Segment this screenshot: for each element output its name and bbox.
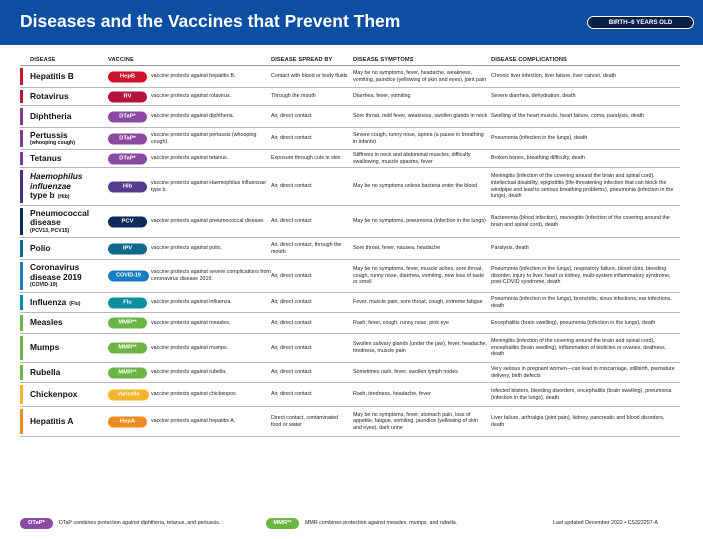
spread-cell-text: Air, direct contact [271,344,312,351]
disease-name-cell [30,407,110,436]
disease-name: Polio [30,242,51,253]
vaccine-description-text: vaccine protects against tetanus. [151,155,229,162]
symptoms-cell-text: Sometimes rash, fever, swollen lymph nodes [353,369,458,376]
disease-name-cell [30,106,110,127]
row-color-bar [20,68,23,85]
complications-cell [491,363,677,382]
disease-name-cell [30,383,110,406]
vaccine-description [151,407,271,436]
vaccine-description [151,168,271,205]
column-header-spread: DISEASE SPREAD BY [271,57,333,63]
disease-name-line2: type b [30,190,55,201]
row-color-bar [20,130,23,147]
complications-cell-text: Liver failure, arthralgia (joint pain), kidney, pancreatic and blood disorders, death [491,414,665,428]
symptoms-cell [353,313,488,333]
vaccine-pill: IPV [108,243,147,254]
disease-name-cell [30,168,110,205]
disease-name-cell [30,150,110,167]
disease-name: Hepatitis A [30,415,74,426]
table-row [20,238,680,260]
disease-subtitle: (COVID-19) [30,282,58,289]
table-row [20,128,680,150]
spread-cell-text: Air, direct contact [271,218,312,225]
vaccine-description [151,128,271,149]
table-row [20,88,680,106]
vaccine-pill: HepA [108,416,147,427]
complications-cell [491,206,677,237]
vaccine-pill: COVID-19 [108,271,149,282]
vaccine-pill: Hib [108,181,147,192]
complications-cell-text: Meningitis (infection of the covering around the brain and spinal cord), intellectual disability, epiglottitis (life-threatening infection that can block the windpipe and lead to serious breathing problems), pneumonia (infection in the lungs), death [491,173,674,200]
symptoms-cell [353,66,488,87]
vaccine-description [151,238,271,259]
symptoms-cell-text: Fever, muscle pain, sore throat, cough, extreme fatigue [353,299,483,306]
complications-cell [491,128,677,149]
disease-name [30,298,110,308]
symptoms-cell [353,168,488,205]
vaccine-pill: MMR** [108,343,147,354]
spread-cell-text: Contact with blood or body fluids [271,73,348,80]
spread-cell-text: Air, direct contact [271,369,312,376]
disease-subtitle: (PCV13, PCV15) [30,227,70,234]
vaccine-pill: HepB [108,71,147,82]
row-color-bar [20,315,23,331]
table-row [20,66,680,88]
spread-cell [271,334,349,362]
complications-cell [491,260,677,292]
vaccine-description [151,66,271,87]
footer-dtap-pill: DTaP* [20,518,53,529]
spread-cell [271,313,349,333]
spread-cell-text: Air, direct contact [271,319,312,326]
vaccine-description [151,260,271,292]
symptoms-cell [353,88,488,105]
table-row [20,293,680,313]
complications-cell-text: Encephalitis (brain swelling), pneumonia (infection in the lungs), death [491,319,656,326]
symptoms-cell [353,128,488,149]
symptoms-cell-text: Diarrhea, fever, vomiting [353,93,411,100]
complications-cell-text: Meningitis (infection of the covering around the brain and spinal cord), encephalitis (brain swelling), inflammation of testicles or ovaries, deafness, death [491,338,667,358]
spread-cell-text: Air, direct contact [271,272,312,279]
vaccine-description [151,383,271,406]
complications-cell-text: Broken bones, breathing difficulty, death [491,155,586,162]
footer-mmr-note: MMR combines protection against measles, mumps, and rubella. [305,520,458,526]
age-range-badge: BIRTH–6 YEARS OLD [587,16,694,29]
table-row [20,206,680,238]
vaccine-description-text: vaccine protects against pneumococcal disease. [151,218,265,225]
spread-cell-text: Through the mouth [271,93,316,100]
spread-cell [271,168,349,205]
disease-name-cell [30,128,110,149]
spread-cell [271,206,349,237]
disease-name: Pneumococcal disease [30,207,90,228]
disease-name: Rotavirus [30,90,69,101]
symptoms-cell-text: May be no symptoms unless bacteria enter the blood [353,183,478,190]
vaccine-description [151,206,271,237]
vaccine-pill: DTaP* [108,153,147,164]
vaccine-pill: Flu [108,297,147,308]
symptoms-cell-text: May be no symptoms, pneumonia (infection in the lungs) [353,218,486,225]
table-row [20,383,680,407]
row-color-bar [20,336,23,360]
table-row [20,363,680,383]
table-row [20,313,680,334]
spread-cell [271,383,349,406]
vaccine-description-text: vaccine protects against rubella. [151,369,227,376]
spread-cell [271,150,349,167]
row-color-bar [20,295,23,310]
table-row [20,150,680,168]
disease-subtitle: (whooping cough) [30,139,75,146]
complications-cell-text: Chronic liver infection, liver failure, liver cancer, death [491,73,617,80]
complications-cell [491,106,677,127]
complications-cell-text: Infected blisters, bleeding disorders, encephalitis (brain swelling), pneumonia (infection in the lungs), death [491,387,672,401]
symptoms-cell-text: Severe cough, runny nose, apnea (a pause in breathing in infants) [353,131,484,145]
disease-name: Chickenpox [30,388,78,399]
vaccine-description-text: vaccine protects against influenza. [151,299,232,306]
column-header-disease: DISEASE [30,57,56,63]
vaccine-description-text: vaccine protects against pertussis (whooping cough). [151,131,257,145]
spread-cell [271,407,349,436]
disease-subtitle: (Flu) [69,300,81,307]
disease-name-cell [30,260,110,292]
row-color-bar [20,240,23,257]
complications-cell [491,313,677,333]
vaccine-description [151,313,271,333]
spread-cell-text: Air, direct contact [271,183,312,190]
vaccine-description-text: vaccine protects against hepatitis B. [151,73,236,80]
row-color-bar [20,385,23,404]
row-color-bar [20,208,23,235]
vaccine-description [151,106,271,127]
vaccine-description-text: vaccine protects against measles. [151,319,231,326]
complications-cell-text: Pneumonia (infection in the lungs), death [491,135,588,142]
spread-cell [271,106,349,127]
vaccine-pill: PCV [108,216,147,227]
complications-cell [491,383,677,406]
spread-cell-text: Direct contact, contaminated food or water [271,414,339,428]
disease-name: Diphtheria [30,110,72,121]
disease-name: Pertussis [30,129,68,140]
spread-cell [271,363,349,382]
footer-updated-note: Last updated December 2022 • CS322257-A [553,520,658,526]
table-row [20,334,680,363]
spread-cell [271,66,349,87]
symptoms-cell [353,334,488,362]
vaccine-pill: RV [108,91,147,102]
complications-cell-text: Pneumonia (infection in the lungs), bronchitis, sinus infections, ear infections, death [491,295,672,309]
table-row [20,106,680,128]
vaccine-pill: MMR** [108,318,147,329]
disease-name: Hepatitis B [30,70,74,81]
disease-name: Measles [30,317,63,328]
spread-cell [271,293,349,312]
row-color-bar [20,409,23,434]
disease-table [20,66,680,437]
disease-name-cell [30,206,110,237]
column-header-symptoms: DISEASE SYMPTOMS [353,57,414,63]
page-header [0,0,703,45]
disease-name: Mumps [30,342,60,353]
vaccine-description-text: vaccine protects against severe complications from coronavirus disease 2019. [151,269,271,282]
symptoms-cell-text: May be no symptoms, fever, muscle aches, sore throat, cough, runny nose, diarrhea, vomiting, new loss of taste or smell [353,266,485,286]
column-header-vaccine: VACCINE [108,57,134,63]
disease-subtitle: (Hib) [57,194,70,201]
vaccine-description [151,150,271,167]
row-color-bar [20,365,23,380]
vaccine-description-text: vaccine protects against polio. [151,245,222,252]
footer-dtap-note: DTaP combines protection against diphtheria, tetanus, and pertussis. [59,520,221,526]
symptoms-cell-text: Sore throat, fever, nausea, headache [353,245,441,252]
row-color-bar [20,90,23,103]
vaccine-description [151,88,271,105]
table-row [20,168,680,206]
row-color-bar [20,170,23,203]
symptoms-cell-text: Swollen salivary glands (under the jaw), fever, headache, tiredness, muscle pain [353,341,487,354]
complications-cell-text: Very serious in pregnant women—can lead to miscarriage, stillbirth, premature delivery, birth defects [491,365,675,379]
vaccine-pill: DTaP* [108,133,147,144]
spread-cell-text: Air, direct contact [271,135,312,142]
vaccine-pill: DTaP* [108,111,147,122]
complications-cell [491,150,677,167]
column-header-complications: DISEASE COMPLICATIONS [491,57,567,63]
symptoms-cell-text: Stiffness in neck and abdominal muscles, difficulty swallowing, muscle spasms, fever [353,151,471,165]
row-color-bar [20,152,23,165]
complications-cell [491,168,677,205]
symptoms-cell-text: May be no symptoms, fever, stomach pain, loss of appetite, fatigue, vomiting, jaundice (yellowing of skin and eyes), dark urine [353,411,478,431]
disease-name-cell [30,313,110,333]
disease-name-cell [30,238,110,259]
complications-cell [491,88,677,105]
spread-cell [271,260,349,292]
symptoms-cell [353,238,488,259]
vaccine-description-text: vaccine protects against mumps. [151,344,229,351]
footer-mmr-pill: MMR** [266,518,299,529]
vaccine-description-text: vaccine protects against hepatitis A. [151,418,236,425]
disease-name: Rubella [30,366,61,377]
symptoms-cell [353,260,488,292]
complications-cell [491,407,677,436]
complications-cell-text: Bacteremia (blood infection), meningitis (infection of the covering around the brain and spinal cord), death [491,214,670,228]
complications-cell [491,293,677,312]
complications-cell [491,238,677,259]
vaccine-description [151,293,271,312]
symptoms-cell-text: Rash, fever, cough, runny nose, pink eye [353,319,449,326]
vaccine-description-text: vaccine protects against diphtheria. [151,113,235,120]
row-color-bar [20,262,23,290]
complications-cell-text: Pneumonia (infection in the lungs), respiratory failure, blood clots, bleeding disorder, injury to liver, heart or kidney, multi-system inflammatory syndrome, post-COVID syndrome, death [491,266,671,286]
disease-name-cell [30,293,110,312]
complications-cell-text: Paralysis, death [491,245,529,252]
vaccine-description [151,334,271,362]
table-row [20,260,680,293]
symptoms-cell-text: Rash, tiredness, headache, fever [353,391,431,398]
symptoms-cell [353,293,488,312]
vaccine-description-text: vaccine protects against Haemophilus influenzae type b. [151,179,266,193]
disease-name-cell [30,363,110,382]
spread-cell-text: Air, direct contact [271,391,312,398]
complications-cell [491,66,677,87]
vaccine-pill: Varicella [108,389,149,400]
vaccine-description-text: vaccine protects against rotavirus. [151,93,232,100]
complications-cell [491,334,677,362]
vaccine-pill: MMR** [108,367,147,378]
spread-cell-text: Air, direct contact, through the mouth [271,241,342,255]
disease-name-cell [30,66,110,87]
disease-name: Coronavirus disease 2019 [30,262,82,282]
complications-cell-text: Swelling of the heart muscle, heart failure, coma, paralysis, death [491,113,645,120]
disease-name-cell [30,88,110,105]
vaccine-description-text: vaccine protects against chickenpox. [151,391,238,398]
spread-cell-text: Air, direct contact [271,299,312,306]
spread-cell [271,88,349,105]
symptoms-cell-text: May be no symptoms, fever, headache, weakness, vomiting, jaundice (yellowing of skin and eyes), joint pain [353,69,487,83]
disease-name: Tetanus [30,152,62,163]
symptoms-cell [353,106,488,127]
complications-cell-text: Severe diarrhea, dehydration, death [491,93,576,100]
spread-cell-text: Exposure through cuts in skin [271,155,341,162]
table-row [20,407,680,437]
symptoms-cell [353,150,488,167]
spread-cell [271,238,349,259]
disease-name-cell [30,334,110,362]
symptoms-cell [353,383,488,406]
page-title: Diseases and the Vaccines that Prevent Them [20,11,401,31]
disease-name-text: Influenza [30,296,67,307]
symptoms-cell [353,206,488,237]
spread-cell [271,128,349,149]
symptoms-cell-text: Sore throat, mild fever, weakness, swollen glands in neck [353,113,488,120]
symptoms-cell [353,407,488,436]
symptoms-cell [353,363,488,382]
row-color-bar [20,108,23,125]
disease-name: Haemophilus influenzae [30,171,83,191]
vaccine-description [151,363,271,382]
spread-cell-text: Air, direct contact [271,113,312,120]
